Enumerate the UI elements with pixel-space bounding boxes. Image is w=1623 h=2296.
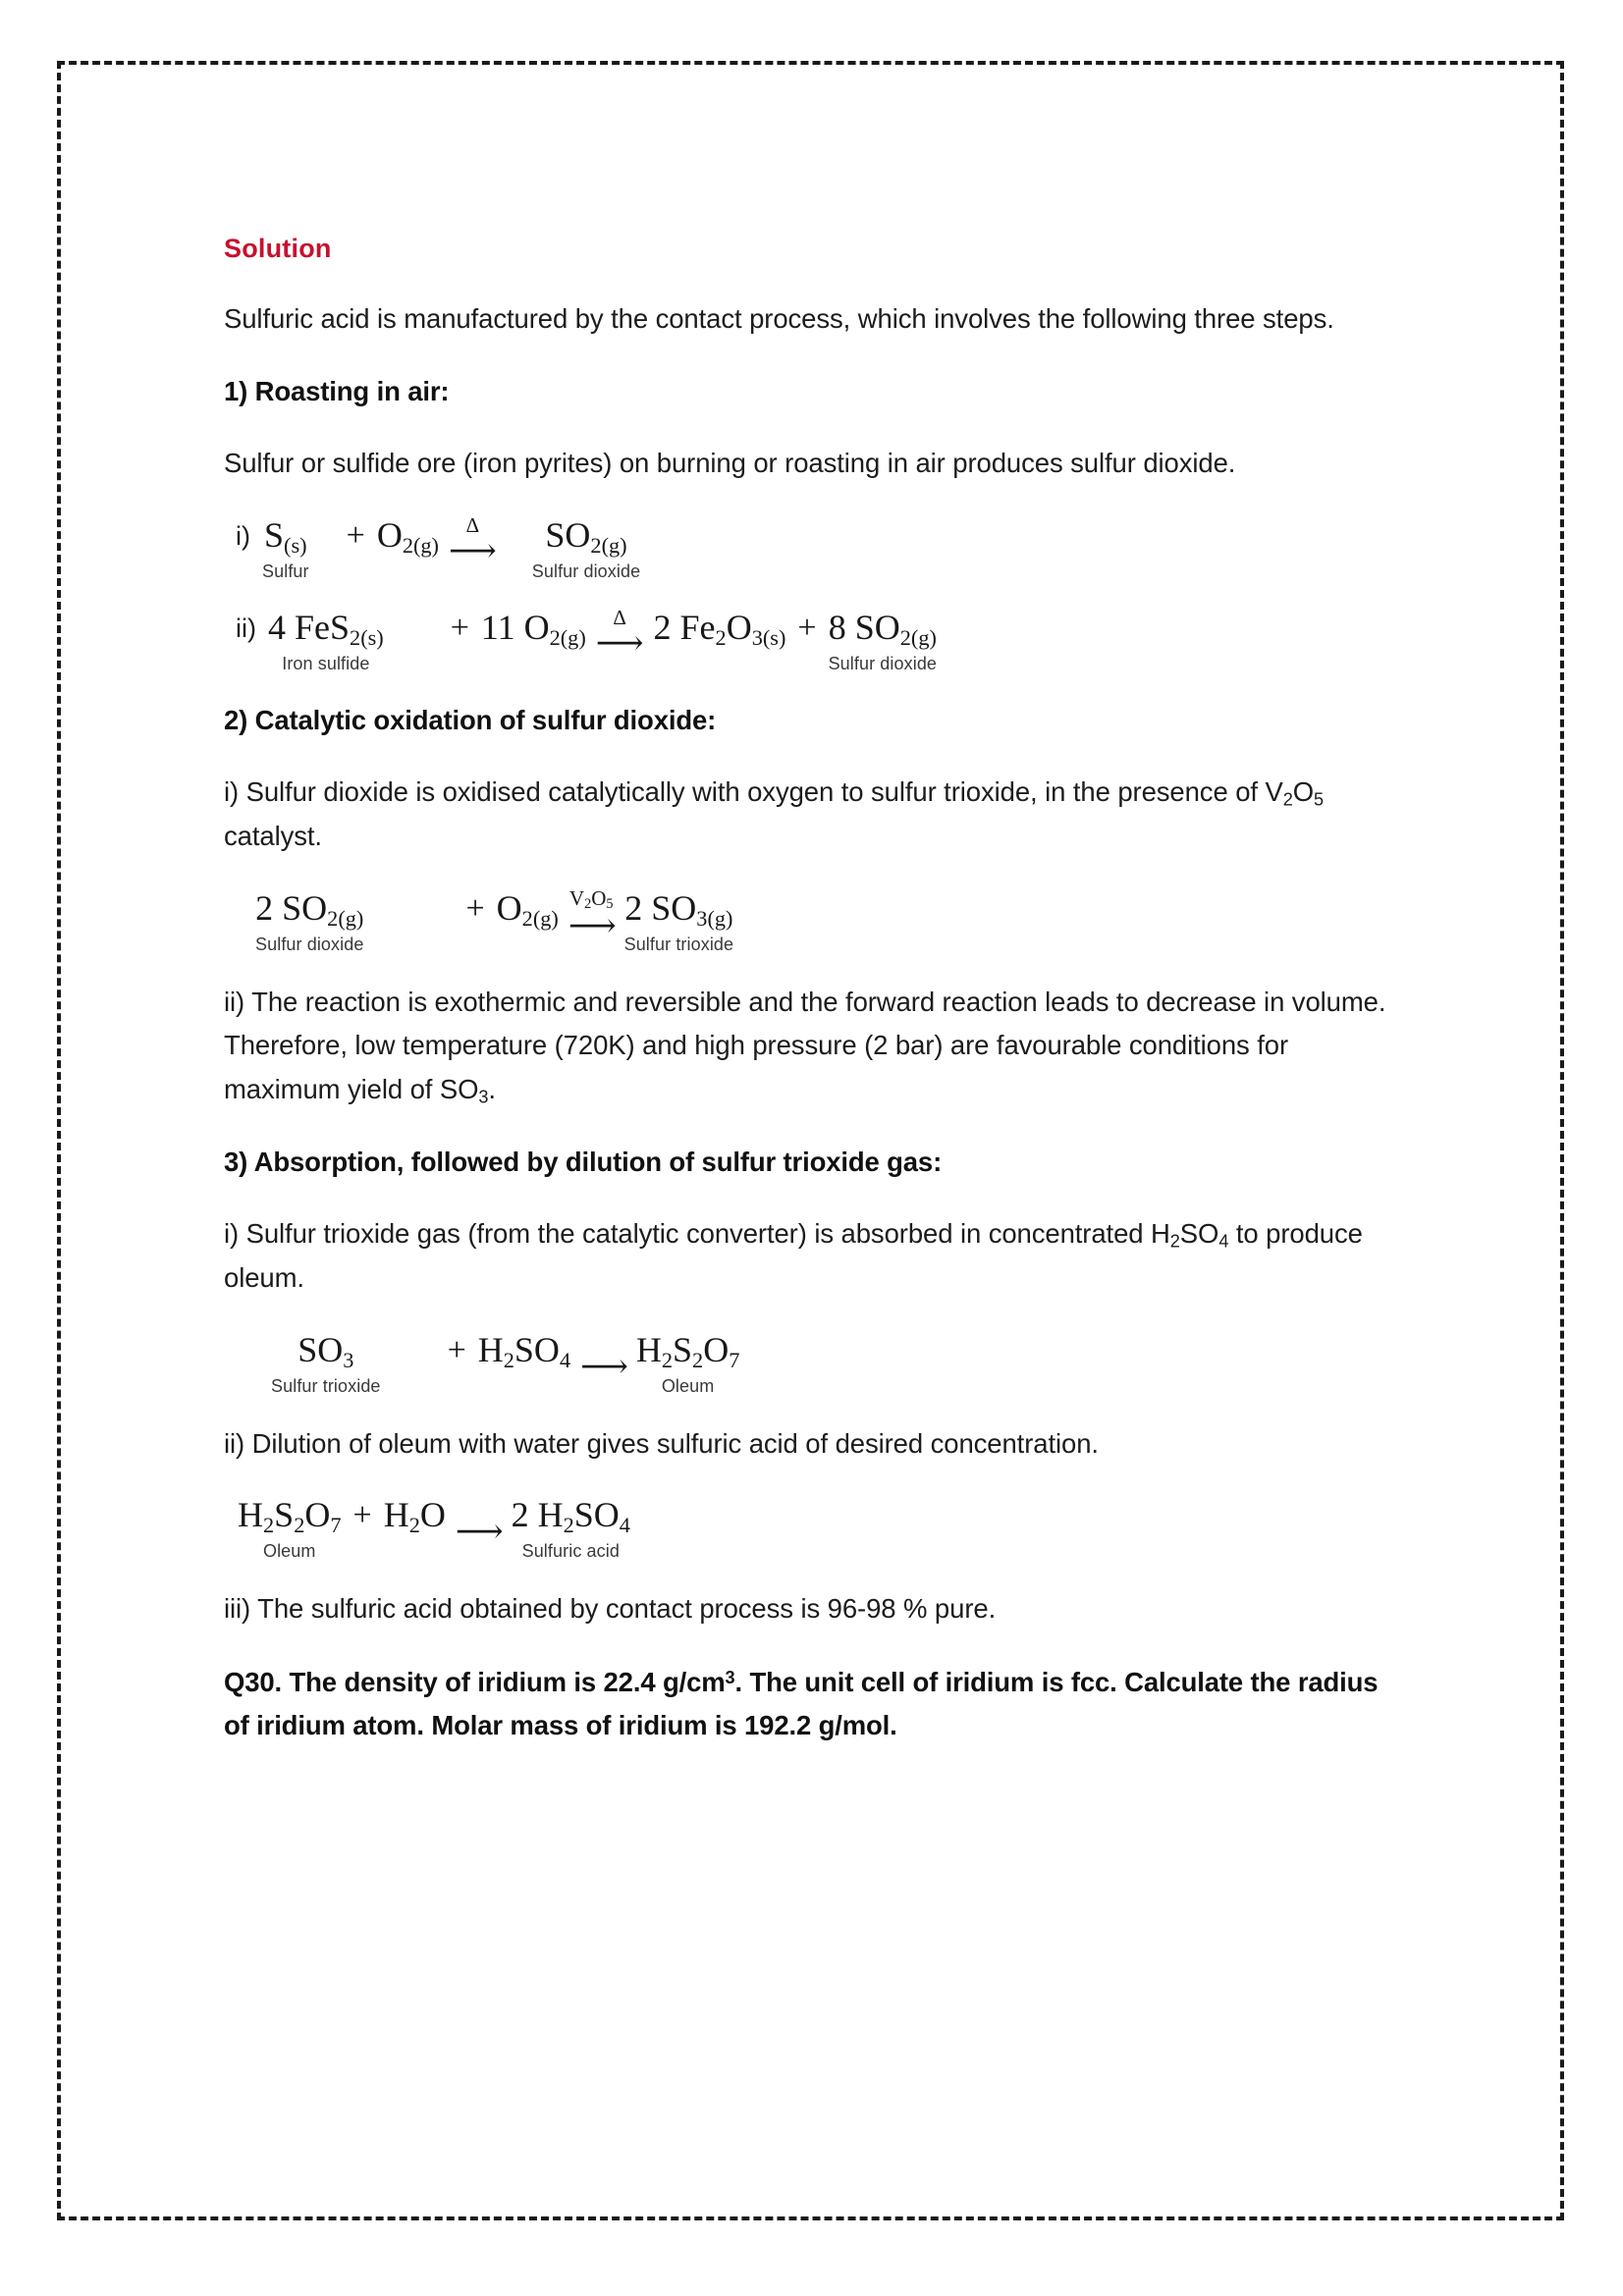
formula-sub: 2 bbox=[715, 624, 727, 650]
text-part: to produce oleum. bbox=[224, 1218, 1363, 1294]
formula-main: 11 O bbox=[480, 607, 550, 647]
formula-sub2: 4 bbox=[559, 1347, 571, 1372]
text-sub: 4 bbox=[1218, 1231, 1229, 1252]
formula-main: H bbox=[477, 1329, 504, 1369]
step1-body: Sulfur or sulfide ore (iron pyrites) on burning or roasting in air produces sulfur dioxide. bbox=[224, 448, 1236, 479]
term-sulfur-dioxide bbox=[829, 608, 937, 674]
formula-sub: 2(g) bbox=[899, 624, 937, 650]
arrow-glyph: ⟶ bbox=[449, 532, 497, 569]
text-part: Q30. The density of iridium is 22.4 g/cm bbox=[224, 1666, 726, 1697]
formula-sub: 2(g) bbox=[549, 624, 586, 650]
text-sub: 5 bbox=[1314, 789, 1325, 810]
formula-sulfur-dioxide bbox=[829, 608, 937, 651]
term-oxygen bbox=[497, 888, 559, 932]
equation-roasting-pyrites bbox=[224, 605, 1402, 674]
step3-body-iii: iii) The sulfuric acid obtained by contact process is 96-98 % pure. bbox=[224, 1592, 997, 1624]
formula-sub: 2(g) bbox=[590, 532, 627, 558]
label-oleum: Oleum bbox=[262, 1540, 316, 1561]
label-sulfuric-acid: Sulfuric acid bbox=[521, 1540, 620, 1561]
equation-roasting-sulfur bbox=[224, 512, 1402, 582]
formula-main: H bbox=[383, 1495, 409, 1535]
arrow-glyph: ⟶ bbox=[580, 1348, 626, 1385]
formula-oleum bbox=[238, 1495, 342, 1538]
plus-operator: + bbox=[450, 609, 469, 646]
formula-sub: 2(g) bbox=[402, 532, 439, 558]
formula-sulfuric-acid bbox=[512, 1495, 630, 1538]
label-sulfur: Sulfur bbox=[262, 561, 309, 581]
formula-sub3: 7 bbox=[330, 1513, 342, 1538]
formula-sub: (s) bbox=[284, 532, 307, 558]
term-iron-oxide bbox=[654, 608, 786, 651]
formula-mid: O bbox=[419, 1495, 446, 1535]
formula-sub: 2 bbox=[661, 1347, 673, 1372]
term-iron-sulfide bbox=[268, 608, 384, 674]
catalyst-sub2: 5 bbox=[606, 895, 614, 912]
label-sulfur-dioxide: Sulfur dioxide bbox=[828, 653, 938, 673]
reaction-arrow bbox=[580, 1330, 626, 1383]
text-part: O bbox=[1292, 776, 1315, 808]
formula-sub2: 3(s) bbox=[751, 624, 786, 650]
formula-sub: 3 bbox=[343, 1347, 354, 1372]
formula-sub: 2 bbox=[408, 1513, 420, 1538]
formula-mid2: O bbox=[304, 1495, 331, 1535]
term-oleum bbox=[238, 1495, 342, 1562]
term-water bbox=[384, 1495, 446, 1538]
formula-main: H bbox=[238, 1495, 263, 1535]
step3-body-i bbox=[224, 1212, 1402, 1300]
reaction-arrow bbox=[455, 1495, 502, 1551]
equation-catalytic-oxidation bbox=[224, 885, 1402, 955]
formula-main: SO bbox=[545, 514, 591, 555]
formula-sulfuric-acid bbox=[478, 1330, 570, 1373]
document-content bbox=[224, 234, 1402, 1748]
formula-main: O bbox=[376, 514, 403, 555]
formula-main: 4 FeS bbox=[268, 607, 351, 647]
step2-body-ii bbox=[224, 981, 1402, 1112]
formula-water bbox=[384, 1495, 446, 1538]
term-oxygen bbox=[481, 608, 586, 651]
formula-mid: SO bbox=[573, 1495, 620, 1535]
reaction-arrow-heat bbox=[595, 605, 644, 662]
equation-absorption-oleum bbox=[224, 1330, 1402, 1397]
formula-main: 2 H bbox=[511, 1495, 564, 1535]
formula-sulfur-trioxide bbox=[624, 888, 732, 932]
step2-body-i bbox=[224, 771, 1402, 858]
step2-heading: 2) Catalytic oxidation of sulfur dioxide: bbox=[224, 704, 717, 735]
text-part: catalyst. bbox=[224, 821, 322, 852]
formula-sub2: 4 bbox=[619, 1513, 630, 1538]
term-sulfur-dioxide bbox=[532, 515, 640, 582]
term-oxygen bbox=[377, 515, 439, 559]
plus-operator: + bbox=[465, 889, 485, 927]
text-sub: 3 bbox=[478, 1087, 489, 1107]
intro-paragraph: Sulfuric acid is manufactured by the contact process, which involves the following three steps. bbox=[224, 303, 1334, 334]
text-part: i) Sulfur dioxide is oxidised catalytically with oxygen to sulfur trioxide, in the presence of V bbox=[224, 776, 1283, 808]
equation-roman-numeral: ii) bbox=[236, 613, 256, 643]
plus-operator: + bbox=[352, 1497, 372, 1534]
reaction-arrow-heat bbox=[449, 512, 497, 569]
label-iron-sulfide: Iron sulfide bbox=[282, 653, 370, 673]
label-sulfur-dioxide: Sulfur dioxide bbox=[255, 934, 364, 954]
text-sub: 2 bbox=[1282, 789, 1293, 810]
formula-iron-sulfide bbox=[268, 608, 384, 651]
formula-sub: 2(g) bbox=[327, 905, 364, 931]
formula-sub: 2(g) bbox=[521, 905, 559, 931]
arrow-glyph: ⟶ bbox=[568, 908, 615, 945]
formula-main: H bbox=[635, 1329, 662, 1369]
formula-sub: 2 bbox=[503, 1347, 514, 1372]
formula-sub: 2(s) bbox=[350, 624, 384, 650]
text-sub: 2 bbox=[1169, 1231, 1180, 1252]
formula-sub: 2 bbox=[563, 1513, 574, 1538]
formula-main: 2 Fe bbox=[653, 607, 716, 647]
formula-main: S bbox=[264, 514, 285, 555]
formula-oxygen bbox=[497, 888, 559, 932]
label-sulfur-trioxide: Sulfur trioxide bbox=[623, 934, 734, 954]
formula-sulfur-trioxide bbox=[298, 1330, 353, 1373]
formula-main: 2 SO bbox=[624, 887, 697, 928]
formula-sub2: 2 bbox=[692, 1347, 704, 1372]
arrow-glyph: ⟶ bbox=[455, 1514, 502, 1551]
formula-sulfur-dioxide bbox=[255, 888, 363, 932]
formula-sub: 2 bbox=[263, 1513, 275, 1538]
step3-heading: 3) Absorption, followed by dilution of sulfur trioxide gas: bbox=[224, 1146, 943, 1177]
text-part: i) Sulfur trioxide gas (from the catalytic converter) is absorbed in concentrated H bbox=[224, 1218, 1170, 1250]
label-sulfur-trioxide: Sulfur trioxide bbox=[271, 1375, 381, 1396]
text-part: . bbox=[488, 1073, 496, 1104]
formula-mid: SO bbox=[514, 1329, 560, 1369]
term-sulfur-trioxide bbox=[271, 1330, 381, 1397]
text-part: . The unit cell of iridium is fcc. Calculate the radius of iridium atom. Molar mass of iridium is 192.2 g/mol. bbox=[224, 1666, 1379, 1741]
step1-heading: 1) Roasting in air: bbox=[224, 375, 450, 406]
step3-body-ii: ii) Dilution of oleum with water gives sulfuric acid of desired concentration. bbox=[224, 1427, 1099, 1459]
plus-operator: + bbox=[447, 1331, 466, 1368]
label-oleum: Oleum bbox=[661, 1375, 715, 1396]
formula-main: SO bbox=[298, 1329, 344, 1369]
term-oleum bbox=[636, 1330, 740, 1397]
formula-main: O bbox=[496, 887, 522, 928]
arrow-condition-delta: Δ bbox=[465, 512, 480, 537]
label-sulfur-dioxide: Sulfur dioxide bbox=[531, 561, 641, 581]
equation-dilution-oleum bbox=[224, 1495, 1402, 1562]
term-sulfur-trioxide bbox=[624, 888, 734, 955]
term-sulfur-dioxide bbox=[255, 888, 363, 955]
plus-operator: + bbox=[797, 609, 817, 646]
formula-main: 8 SO bbox=[828, 607, 900, 647]
formula-mid: S bbox=[673, 1329, 693, 1369]
catalyst-sub: 2 bbox=[584, 895, 592, 912]
text-part: SO bbox=[1179, 1218, 1219, 1250]
formula-oxygen bbox=[377, 515, 439, 559]
formula-sub: 3(g) bbox=[696, 905, 733, 931]
text-sup: 3 bbox=[725, 1667, 735, 1687]
formula-oxygen bbox=[481, 608, 586, 651]
formula-oleum bbox=[636, 1330, 740, 1373]
formula-sub3: 7 bbox=[729, 1347, 740, 1372]
term-sulfuric-acid bbox=[512, 1495, 630, 1562]
formula-sulfur bbox=[264, 515, 307, 559]
formula-mid2: O bbox=[703, 1329, 730, 1369]
solution-heading: Solution bbox=[224, 234, 332, 263]
formula-sulfur-dioxide bbox=[545, 515, 626, 559]
catalyst-main: V bbox=[568, 885, 585, 910]
formula-iron-oxide bbox=[654, 608, 786, 651]
formula-mid: S bbox=[274, 1495, 295, 1535]
arrow-condition-delta: Δ bbox=[613, 605, 626, 629]
arrow-glyph: ⟶ bbox=[595, 624, 644, 662]
text-part: ii) The reaction is exothermic and reversible and the forward reaction leads to decrease in volume. Therefore, low temperature (720K) and high pressure (2 bar) are favourable conditions for maximum yield of SO bbox=[224, 986, 1386, 1104]
formula-sub2: 2 bbox=[294, 1513, 305, 1538]
question-q30 bbox=[224, 1661, 1402, 1748]
reaction-arrow-catalyst bbox=[568, 885, 615, 945]
catalyst-mid: O bbox=[591, 885, 607, 910]
equation-roman-numeral: i) bbox=[236, 520, 250, 551]
formula-mid: O bbox=[726, 607, 752, 647]
term-sulfur bbox=[262, 515, 309, 582]
term-sulfuric-acid bbox=[478, 1330, 570, 1373]
plus-operator: + bbox=[346, 516, 365, 554]
formula-main: 2 SO bbox=[255, 887, 328, 928]
